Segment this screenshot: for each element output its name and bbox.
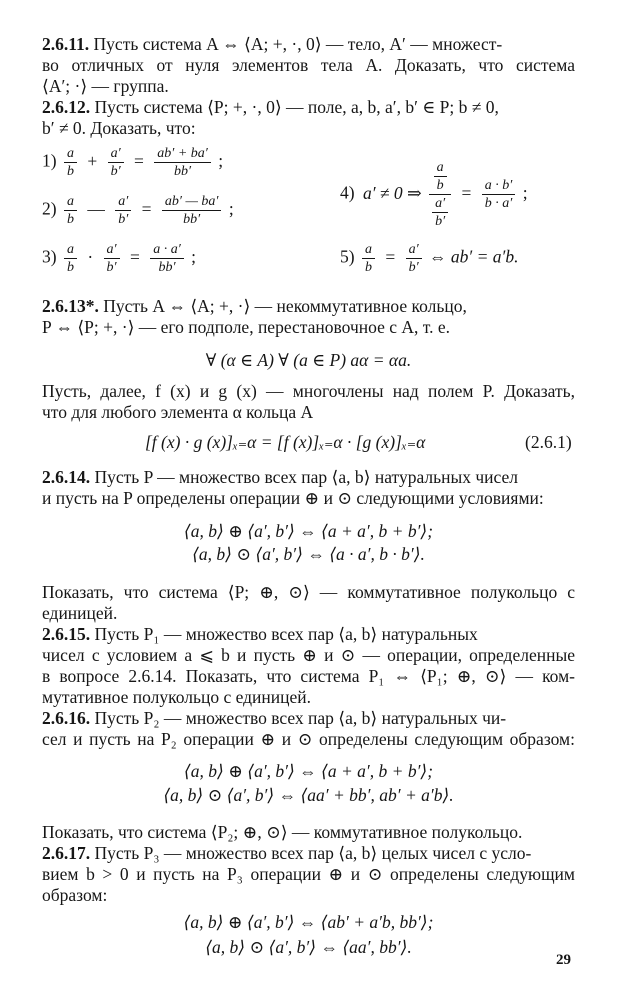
problem-2-6-17-formula-2: ⟨a, b⟩ ⊙ ⟨a′, b′⟩ ⇔ ⟨aa′, bb′⟩. [205,937,412,957]
problem-number: 2.6.13*. [42,296,99,316]
formula-label: 3) [42,246,57,267]
fraction: $\frac{a'}{b'}$ [406,242,422,275]
problem-2-6-15-line-2: чисел с условием a ⩽ b и пусть ⊕ и ⊙ — операции, определенные [42,645,575,665]
problem-number: 2.6.17. [42,843,91,863]
text: Пусть система ⟨P; +, ·, 0⟩ — поле, a, b, a′, b′ ∈ P; b ≠ 0, [94,97,499,117]
problem-2-6-16-line-1 [42,708,575,729]
problem-2-6-15-line-4: мутативное полукольцо с единицей. [42,687,312,707]
problem-2-6-11-line-2: во отличных от нуля элементов тела A. Доказать, что система [42,55,575,75]
problem-2-6-17-line-2: вием b > 0 и пусть на P₃ операции ⊕ и ⊙ определены следующим [42,864,575,884]
fraction: $\frac{ab' + ba'}{bb'}$ [154,146,211,179]
problem-2-6-15-line-3: в вопросе 2.6.14. Показать, что система P₁ ⇔ ⟨P₁; ⊕, ⊙⟩ — ком- [42,666,575,686]
fraction: $\frac{a'}{b'}$ [108,146,124,179]
fraction: $\frac{a}{b}$ [64,242,77,275]
problem-2-6-14-line-3: Показать, что система ⟨P; ⊕, ⊙⟩ — коммутативное полукольцо с [42,582,575,602]
problem-2-6-16-line-3: Показать, что система ⟨P₂; ⊕, ⊙⟩ — коммутативное полукольцо. [42,822,523,842]
fraction: $\frac{a}{b}$ [64,194,77,227]
problem-2-6-13-line-1 [42,296,575,317]
problem-2-6-12-line-2: b′ ≠ 0. Доказать, что: [42,118,196,138]
problem-2-6-12-line-1 [42,97,575,118]
problem-2-6-17-line-3: образом: [42,885,108,905]
page-number: 29 [556,952,571,968]
problem-2-6-13-line-4: что для любого элемента α кольца A [42,402,314,422]
fraction: $\frac{ab' — ba'}{bb'}$ [162,194,222,227]
fraction: $\frac{a \cdot a'}{bb'}$ [150,242,184,275]
fraction: $\frac{a'}{b'}$ [104,242,120,275]
fraction: $\frac{a}{b}$ [64,146,77,179]
formula-3: 3) $\frac{a}{b}$ · $\frac{a'}{b'}$ = $\frac{a \cdot a'}{bb'}$ ; [42,242,197,275]
text: Пусть P₁ — множество всех пар ⟨a, b⟩ натуральных [94,624,478,644]
problem-2-6-11-line-3: ⟨A′; ·⟩ — группа. [42,76,169,96]
formula-label: 1) [42,150,57,171]
problem-2-6-16-formula-1: ⟨a, b⟩ ⊕ ⟨a′, b′⟩ ⇔ ⟨a + a′, b + b′⟩; [183,761,434,781]
text: Пусть система A ⇔ ⟨A; +, ·, 0⟩ — тело, A′ — множест- [93,34,503,54]
text: Пусть P — множество всех пар ⟨a, b⟩ натуральных чисел [94,467,518,487]
text: Пусть A ⇔ ⟨A; +, ·⟩ — некоммутативное кольцо, [103,296,467,316]
problem-2-6-15-line-1 [42,624,575,645]
formula-label: 4) [340,182,355,203]
problem-2-6-13-formula: ∀ (α ∈ A) ∀ (a ∈ P) aα = αa. [205,350,412,370]
formula-label: 5) [340,246,355,267]
problem-number: 2.6.16. [42,708,91,728]
fraction: $\frac{a \cdot b'}{b \cdot a'}$ [482,178,516,211]
problem-number: 2.6.12. [42,97,91,117]
problem-2-6-14-line-4: единицей. [42,603,118,623]
formula-4: 4) a′ ≠ 0 ⇒ $\frac{\frac{a}{b}}{\frac{a'}{b'}}$ = $\frac{a \cdot b'}{b \cdot a'}$ ; [340,160,528,229]
fraction: $\frac{a'}{b'}$ [115,194,131,227]
problem-2-6-17-formula-1: ⟨a, b⟩ ⊕ ⟨a′, b′⟩ ⇔ ⟨ab′ + a′b, bb′⟩; [183,912,434,932]
problem-2-6-13-line-3: Пусть, далее, f (x) и g (x) — многочлены над полем P. Доказать, [42,381,575,401]
formula-2: 2) $\frac{a}{b}$ — $\frac{a'}{b'}$ = $\frac{ab' — ba'}{bb'}$ ; [42,194,234,227]
problem-2-6-16-formula-2: ⟨a, b⟩ ⊙ ⟨a′, b′⟩ ⇔ ⟨aa′ + bb′, ab′ + a′b⟩. [163,785,454,805]
problem-2-6-14-formula-2: ⟨a, b⟩ ⊙ ⟨a′, b′⟩ ⇔ ⟨a · a′, b · b′⟩. [192,544,425,564]
text: Пусть P₂ — множество всех пар ⟨a, b⟩ натуральных чи- [94,708,507,728]
formula-1: 1) $\frac{a}{b}$ + $\frac{a'}{b'}$ = $\frac{ab' + ba'}{bb'}$ ; [42,146,224,179]
problem-2-6-13-formula-2: [f (x) · g (x)]ₓ₌α = [f (x)]ₓ₌α · [g (x)]ₓ₌α [145,432,426,452]
problem-2-6-17-line-1 [42,843,575,864]
compound-fraction: $\frac{\frac{a}{b}}{\frac{a'}{b'}}$ [429,160,451,229]
formula-5: 5) $\frac{a}{b}$ = $\frac{a'}{b'}$ ⇔ ab′ = a′b. [340,242,519,275]
problem-number: 2.6.14. [42,467,91,487]
fraction: $\frac{a}{b}$ [362,242,375,275]
problem-2-6-14-line-2: и пусть на P определены операции ⊕ и ⊙ следующими условиями: [42,488,544,508]
text: Пусть P₃ — множество всех пар ⟨a, b⟩ целых чисел с усло- [94,843,532,863]
problem-number: 2.6.11. [42,34,90,54]
problem-2-6-11-line-1 [42,34,575,55]
formula-label: 2) [42,198,57,219]
problem-2-6-14-formula-1: ⟨a, b⟩ ⊕ ⟨a′, b′⟩ ⇔ ⟨a + a′, b + b′⟩; [183,521,434,541]
problem-2-6-16-line-2: сел и пусть на P₂ операции ⊕ и ⊙ определены следующим образом: [42,729,575,749]
equation-number: (2.6.1) [525,432,572,452]
problem-2-6-13-line-2: P ⇔ ⟨P; +, ·⟩ — его подполе, перестановочное с A, т. е. [42,317,451,337]
problem-2-6-14-line-1 [42,467,575,488]
problem-number: 2.6.15. [42,624,91,644]
